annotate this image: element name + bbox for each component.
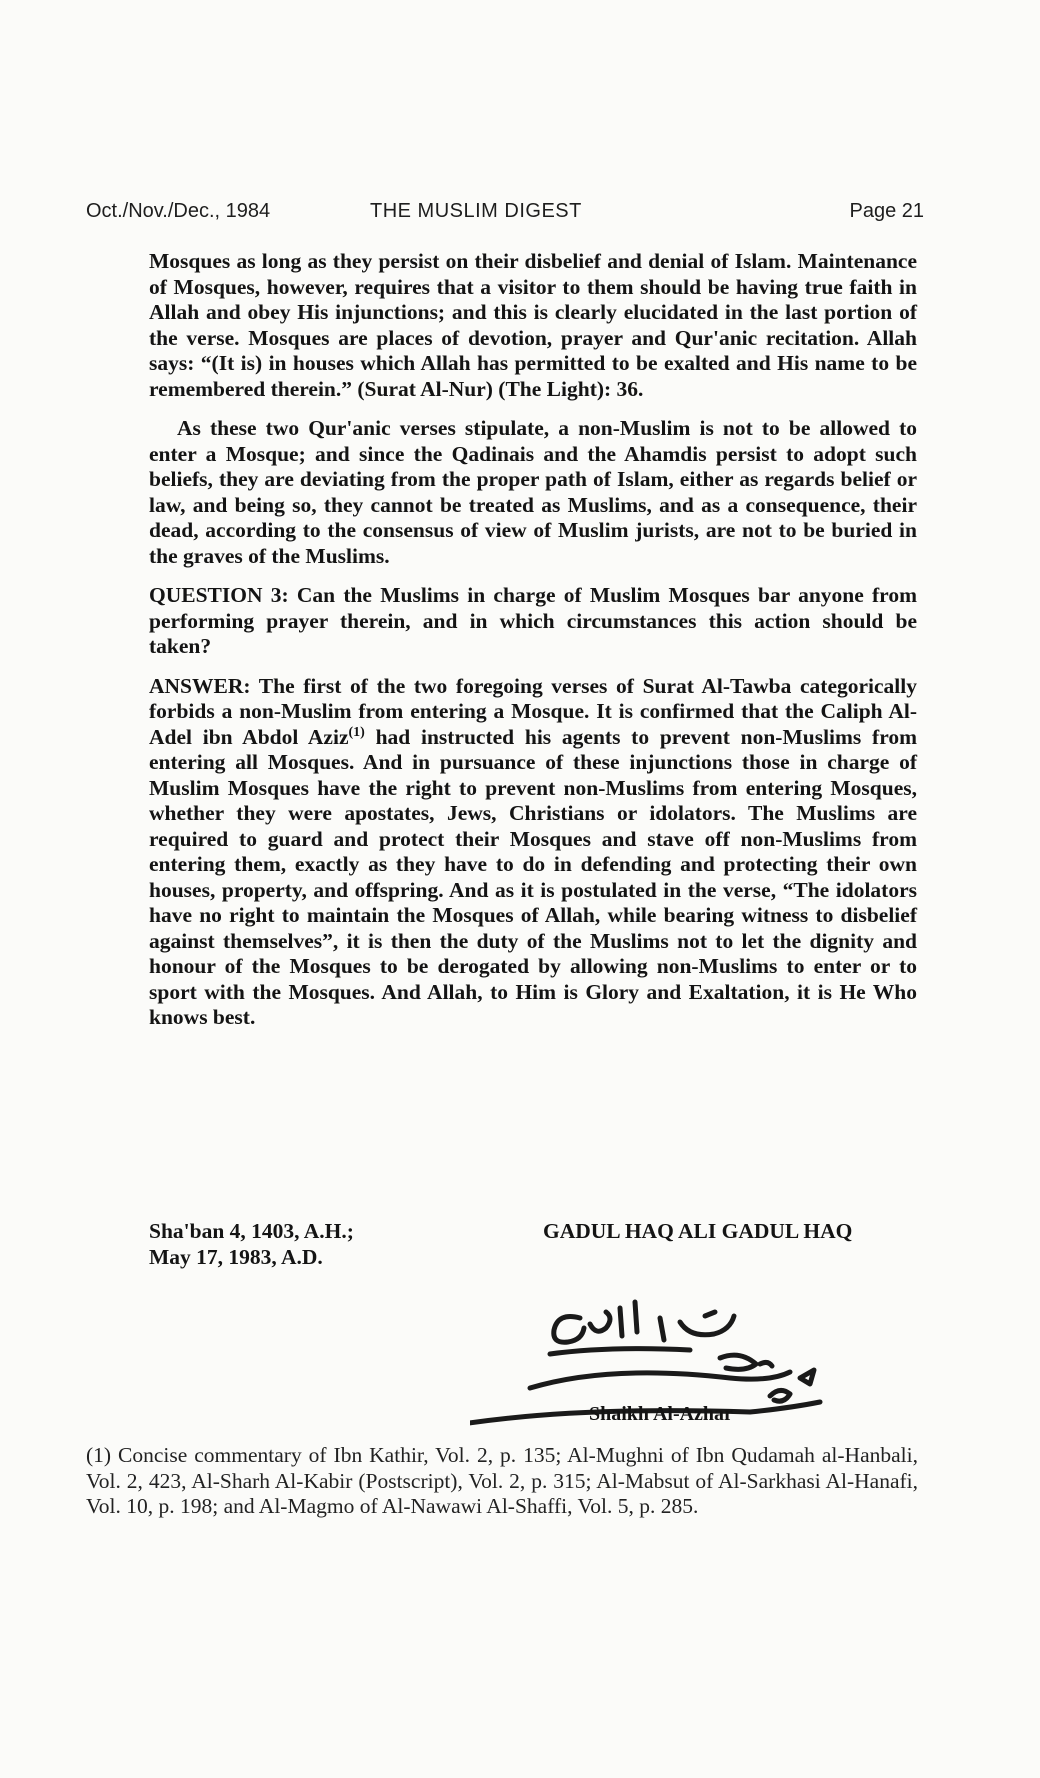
date-gregorian: May 17, 1983, A.D. (149, 1244, 323, 1269)
fatwa-dates (149, 1219, 449, 1270)
page-header (86, 200, 924, 232)
issue-date: Oct./Nov./Dec., 1984 (86, 200, 271, 222)
answer-text-start: ANSWER: The first of the two foregoing verses of Surat Al-Tawba categorically forbids a non-Muslim from entering a Mosque. It is confirmed that the Caliph Al-Adel ibn Abdol Aziz (149, 673, 917, 749)
signatory-name: GADUL HAQ ALI GADUL HAQ (543, 1219, 853, 1243)
answer-paragraph (149, 674, 917, 1031)
answer-text-end: had instructed his agents to prevent non-Muslims from entering all Mosques. And in pursuance of these injunctions those in charge of Muslim Mosques have the right to prevent non-Muslims from entering Mosques, whether they were apostates, Jews, Christians or idolators. The Muslims are required to guard and protect their Mosques and stave off non-Muslims from entering them, exactly as they have to do in defending and protecting their own houses, property, and offspring. And as it is postulated in the verse, “The idolators have no right to maintain the Mosques of Allah, while bearing witness to disbelief against themselves”, it is then the duty of the Muslims not to let the dignity and honour of the Mosques to be derogated by allowing non-Muslims to enter or to sport with the Mosques. And Allah, to Him is Glory and Exaltation, it is He Who knows best. (149, 724, 918, 1029)
date-hijri: Sha'ban 4, 1403, A.H.; (149, 1219, 354, 1243)
footnote: (1) Concise commentary of Ibn Kathir, Vol. 2, p. 135; Al-Mughni of Ibn Qudamah al-Hanbali, Vol. 2, 423, Al-Sharh Al-Kabir (Postscript), Vol. 2, p. 315; Al-Mabsut of Al-Sarkhasi Al-Hanafi, Vol. 10, p. 198; and Al-Magmo of Al-Nawawi Al-Shaffi, Vol. 5, p. 285. (86, 1443, 918, 1518)
footnote-reference: (1) (348, 724, 365, 740)
question-paragraph: QUESTION 3: Can the Muslims in charge of Muslim Mosques bar anyone from performing prayer therein, and in which circumstances this action should be taken? (149, 583, 917, 658)
page-number: Page 21 (849, 200, 924, 222)
paragraph: As these two Qur'anic verses stipulate, a non-Muslim is not to be allowed to enter a Mosque; and since the Qadinais and the Ahamdis persist to adopt such beliefs, they are deviating from the proper path of Islam, either as regards belief or law, and being so, they cannot be treated as Muslims, and as a consequence, their dead, according to the consensus of view of Muslim jurists, are not to be buried in the graves of the Muslims. (149, 416, 917, 568)
article-body (149, 249, 917, 1045)
signatory-title: Shaikh Al-Azhar (589, 1403, 733, 1425)
paragraph: Mosques as long as they persist on their disbelief and denial of Islam. Maintenance of Mosques, however, requires that a visitor to them should be having true faith in Allah and obey His injunctions; and this is clearly elucidated in the last portion of the verse. Mosques are places of devotion, prayer and Qur'anic recitation. Allah says: “(It is) in houses which Allah has permitted to be exalted and His name to be remembered therein.” (Surat Al-Nur) (The Light): 36. (149, 249, 917, 401)
publication-title: THE MUSLIM DIGEST (370, 200, 582, 222)
